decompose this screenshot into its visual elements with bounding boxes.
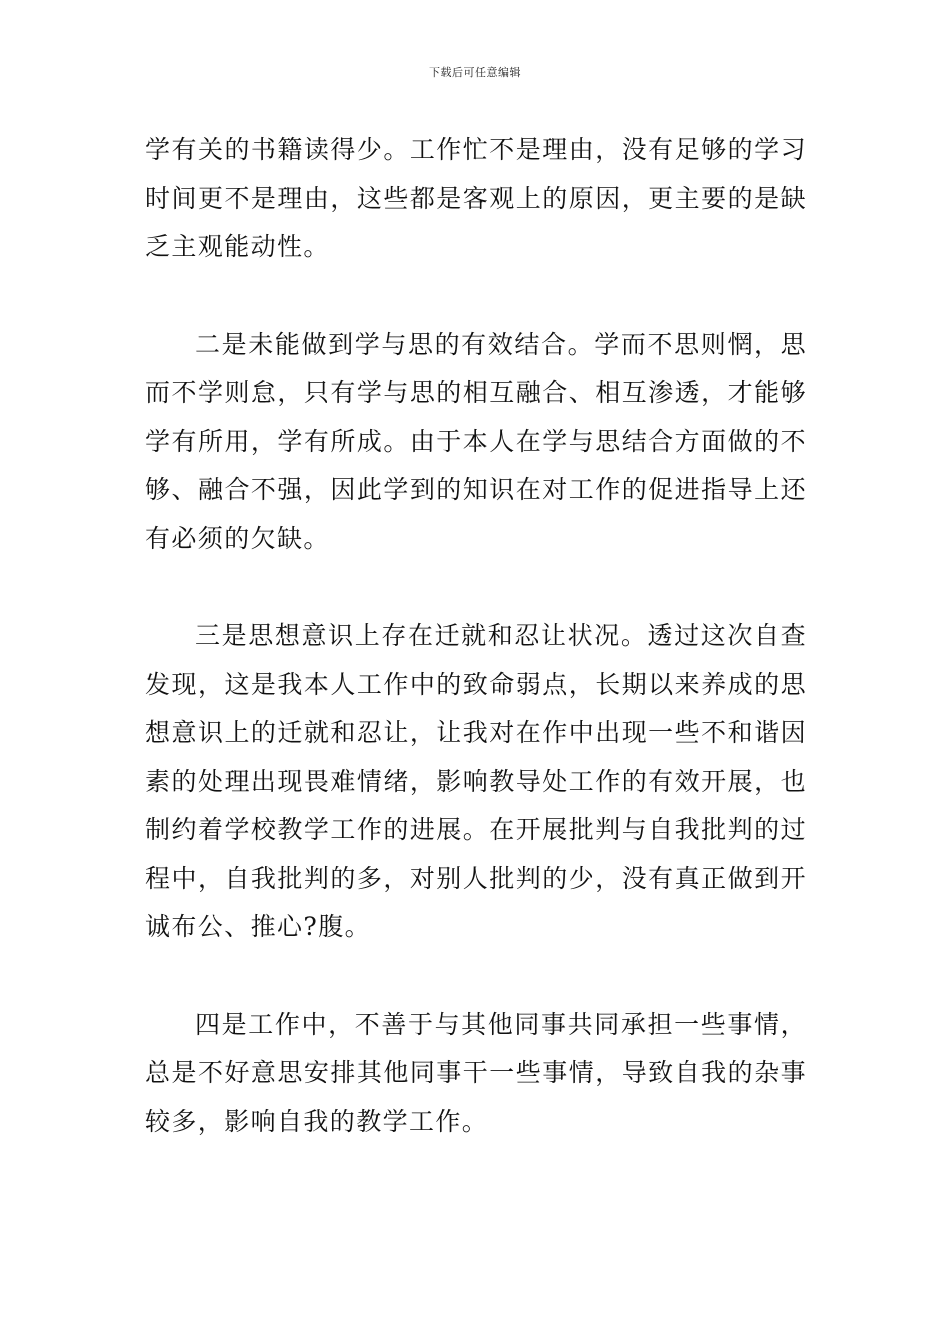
paragraph-gap bbox=[145, 952, 807, 1001]
paragraph-gap bbox=[145, 272, 807, 321]
paragraph-point-four: 四是工作中，不善于与其他同事共同承担一些事情，总是不好意思安排其他同事干一些事情，导致自我的杂事较多，影响自我的教学工作。 bbox=[145, 1009, 807, 1136]
paragraph-point-three: 三是思想意识上存在迁就和忍让状况。透过这次自查发现，这是我本人工作中的致命弱点，长期以来养成的思想意识上的迁就和忍让，让我对在作中出现一些不和谐因素的处理出现畏难情绪，影响教导处工作的有效开展，也制约着学校教学工作的进展。在开展批判与自我批判的过程中，自我批判的多，对别人批判的少，没有真正做到开诚布公、推心?腹。 bbox=[145, 621, 807, 941]
document-body bbox=[145, 126, 807, 1146]
page-header: 下载后可任意编辑 bbox=[429, 66, 521, 79]
paragraph-continuation: 学有关的书籍读得少。工作忙不是理由，没有足够的学习时间更不是理由，这些都是客观上的原因，更主要的是缺乏主观能动性。 bbox=[145, 135, 807, 261]
paragraph-gap bbox=[145, 563, 807, 612]
paragraph-point-two: 二是未能做到学与思的有效结合。学而不思则惘，思而不学则怠，只有学与思的相互融合、相互渗透，才能够学有所用，学有所成。由于本人在学与思结合方面做的不够、融合不强，因此学到的知识在对工作的促进指导上还有必须的欠缺。 bbox=[145, 329, 807, 553]
